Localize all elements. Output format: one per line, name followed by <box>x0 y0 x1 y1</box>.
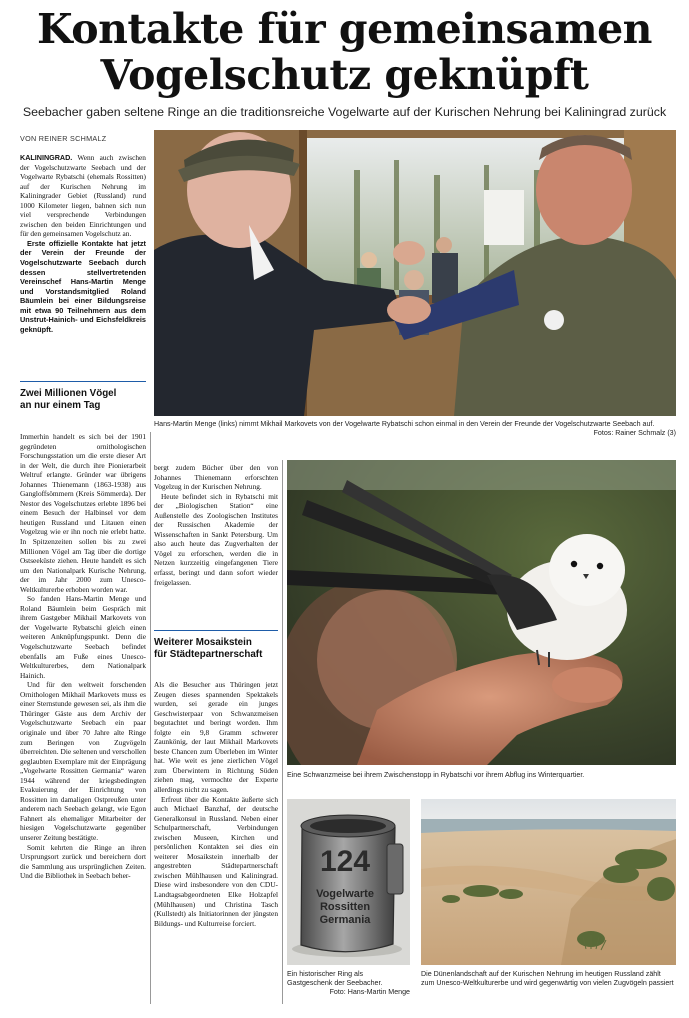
paragraph: Als die Besucher aus Thüringen jetzt Zeugen dieses spannenden Spektakels wurden, sei gerade ein junges Geschwisterpaar von Schwanzmeisen begutachtet und beringt worden. Ihm folgte ein 9,8 Gramm schwerer Zaunkönig, der laut Mikhail Markovets beste Chancen zum Überleben im Winter hat. Wie weit es jene zierlichen Vögel zum Überwintern in Richtung Süden ziehen mag, vermochte der Experte allerdings nicht zu sagen. <box>154 680 278 795</box>
subhead-line: für Städtepartnerschaft <box>154 649 263 660</box>
paragraph: Heute befindet sich in Rybatschi mit der „Biologischen Station“ eine Außenstelle des Zoologischen Institutes der Russischen Akademie der Wissenschaften in Sankt Petersburg. Um also auch heute das Zugverhalten der Vögel zu erforschen, werden die in Netzen kurzzeitig eingefangenen Tiere erfasst, beringt und dann sofort wieder freigelassen. <box>154 491 278 587</box>
paragraph-text: Wenn auch zwischen der Vogelschutzwarte Seebach und der Vogelwarte Rybatschi (ehemals Rossitten) auf der Kurischen Nehrung im Kaliningrader Gebiet (Russland) rund 1000 Kilometer liegen, bahnen sich nun viel versprechende Verbindungen zwischen den beiden Einrichtungen und für den gemeinsamen Vogelschutz an. <box>20 153 146 239</box>
main-caption-text: Hans-Martin Menge (links) nimmt Mikhail Markovets von der Vogelwarte Rybatschi schon einmal in den Verein der Freunde der Vogelschutzwarte Seebach auf. <box>154 420 655 428</box>
column-2-top <box>154 463 278 587</box>
subhead-mosaikstein <box>154 630 278 669</box>
headline-line-2: Vogelschutz geknüpft <box>100 51 589 99</box>
ring-caption-text: Ein historischer Ring als Gastgeschenk der Seebacher. <box>287 970 383 988</box>
ring-inscription: Rossitten <box>319 901 371 913</box>
column-divider <box>282 460 283 1004</box>
paragraph: Immerhin handelt es sich bei der 1901 gegründeten ornithologischen Forschungsstation um die erste dieser Art in der Welt, die durch ihre Pionierarbeit Weltruf erlangte. Gründer war übrigens Johannes Thienemann (1863-1938) aus Gangloffsömmern (Kreis Sömmerda). Der Nestor des Vogelschutzes erlebte 1896 bei einem Besuch der Halbinsel vor dem heutigen Russland und Litauen einen Vogelzug wie er ihn noch nie erlebt hatte. In Spitzenzeiten sollen bis zu zwei Millionen Vögel am Tag über die dortige Ostseeküste ziehen. Heute handelt es sich um den Nationalpark Kurische Nehrung, der im Jahr 2000 zum Unesco-Weltkulturerbe erhoben worden war. <box>20 432 146 594</box>
paragraph: So fanden Hans-Martin Menge und Roland Bäumlein beim Gespräch mit ihrem Gastgeber Mikhail Markovets von der Vogelwarte Rybatschi gleich einen weiteren Anknüpfungspunkt. Denn die Vogelschutzwarte Seebach befindet ebenfalls am Fuße eines Unesco-Weltkulturerbes, dem Nationalpark Hainich. <box>20 594 146 680</box>
subhead-line: Weiterer Mosaikstein <box>154 637 252 648</box>
headline-line-1: Kontakte für gemeinsamen <box>37 5 652 53</box>
column-divider <box>150 432 151 1004</box>
column-1-bottom <box>20 432 146 881</box>
author-byline: VON REINER SCHMALZ <box>20 134 107 143</box>
paragraph: Erfreut über die Kontakte äußerte sich auch Michael Banzhaf, der deutsche Generalkonsul in Russland. Neben einer Schulpartnerschaft, Verbindungen zwischen Museen, Kirchen und persönlichen Kontakten sei dies ein weiterer Mosaikstein innerhalb der angestrebten Städtepartnerschaft zwischen Mühlhausen und Kaliningrad. Diese wird insbesondere von den CDU-Landtagsabgeordneten Elke Holzapfel (Mühlhausen) und Christina Tasch (Kullstedt) als Initiatorinnen der jüngsten Bildungs- und Kulturreise forciert. <box>154 794 278 928</box>
column-1-top <box>20 153 146 334</box>
subhead-line: an nur einem Tag <box>20 400 101 411</box>
main-photo <box>154 130 676 416</box>
main-photo-credit: Fotos: Rainer Schmalz (3) <box>593 429 676 438</box>
subheadline: Seebacher gaben seltene Ringe an die traditionsreiche Vogelwarte auf der Kurischen Nehrung bei Kaliningrad zurück <box>22 105 667 119</box>
column-2-bottom <box>154 680 278 928</box>
ring-inscription: Vogelwarte <box>316 888 374 900</box>
dune-photo <box>421 799 676 965</box>
paragraph <box>20 153 146 239</box>
bird-photo-caption: Eine Schwanzmeise bei ihrem Zwischenstopp in Rybatschi vor ihrem Abflug ins Winterquartier. <box>287 771 585 779</box>
main-photo-caption <box>154 420 676 438</box>
subhead-zwei-millionen <box>20 381 146 420</box>
ring-inscription: Germania <box>319 914 371 926</box>
paragraph: Somit kehrten die Ringe an ihren Ursprungsort zurück und bereichern dort die Sammlung aus ursprünglichen Zeiten. Und die Bibliothek in Seebach beher- <box>20 842 146 881</box>
subhead-line: Zwei Millionen Vögel <box>20 388 117 399</box>
ring-number: 124 <box>319 845 371 878</box>
ring-photo-caption <box>287 970 410 998</box>
dateline: KALININGRAD. <box>20 153 73 162</box>
paragraph: Erste offizielle Kontakte hat jetzt der Verein der Freunde der Vogelschutzwarte Seebach durch dessen stellvertretenden Vereinschef Hans-Martin Menge und Vorstandsmitglied Roland Bäumlein bei einer Bildungsreise mit etwa 90 Teilnehmern aus dem Unstrut-Hainich- und Eichsfeldkreis geknüpft. <box>20 238 146 334</box>
dune-photo-caption: Die Dünenlandschaft auf der Kurischen Nehrung im heutigen Russland zählt zum Unesco-Weltkulturerbe und wird gegenwärtig von vielen Zugvögeln passiert <box>421 970 674 988</box>
ring-photo <box>287 799 410 965</box>
ring-photo-credit: Foto: Hans-Martin Menge <box>329 988 410 997</box>
headline <box>0 6 689 98</box>
paragraph: bergt zudem Bücher über den von Johannes Thienemann erforschten Vogelzug in der Kurischen Nehrung. <box>154 463 278 492</box>
bird-photo <box>287 460 676 765</box>
paragraph: Und für den weltweit forschenden Ornithologen Mikhail Markovets muss es einer Sternstunde gewesen sei, als ihm die Thüringer Gäste aus dem Archiv der Vogelschutzwarte Seebach ein paar originale und über 70 Jahre alte Ringe zum Beringen von Zugvögeln überreichten. Die seltenen und verschollen geglaubten Exemplare mit der Einprägung „Vogelwarte Rossitten Germania“ waren 1944 während der kriegsbedingten Evakuierung der Einrichtung von Rossitten im damaligen Ostpreußen unter anderem nach Seebach gelangt, wie Egon Fahnert als ehemaliger Mitarbeiter der hiesigen Vogelschutzwarte gegenüber unserer Zeitung bestätigte. <box>20 680 146 842</box>
